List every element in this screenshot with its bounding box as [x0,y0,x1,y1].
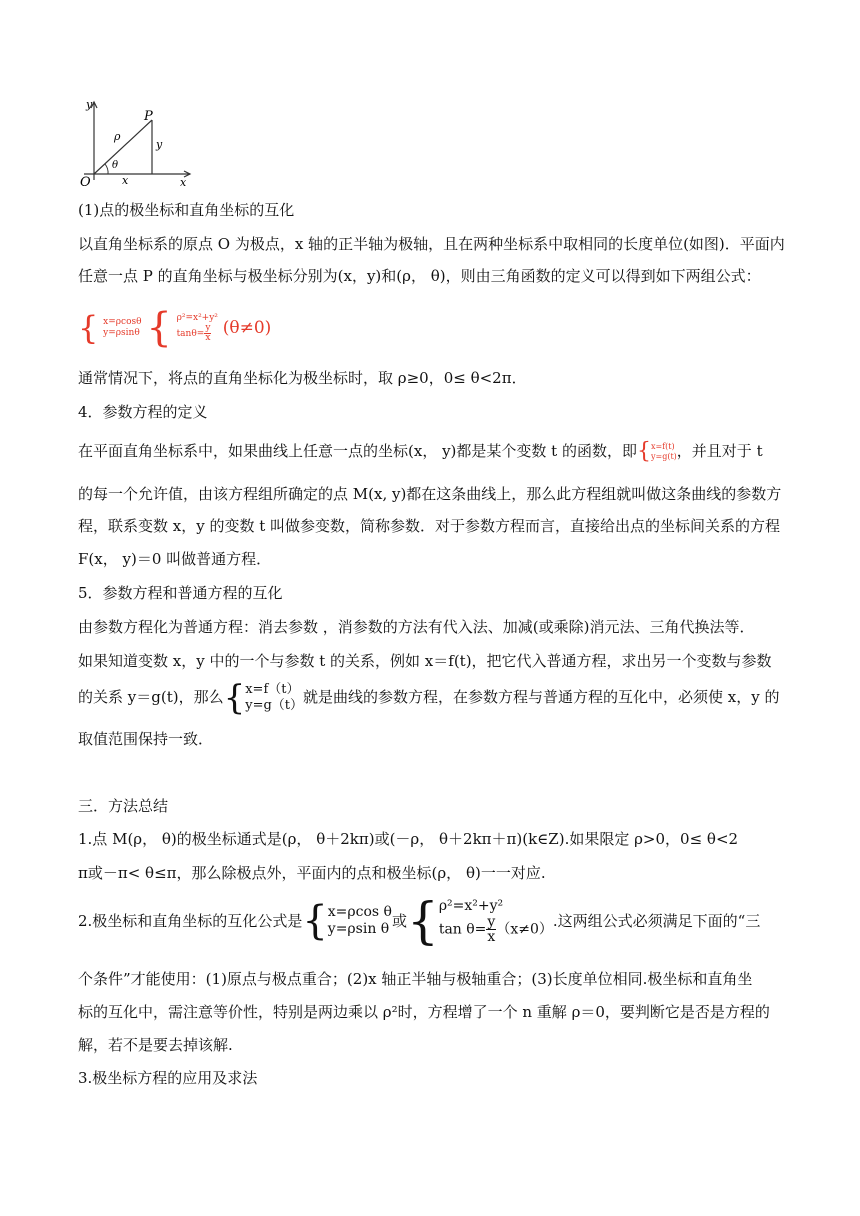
summary-item2c: 标的互化中，需注意等价性，特别是两边乘以 ρ²时，方程增了一个 n 重解 ρ＝0，要判断它是否是方程的 [78,1003,770,1021]
summary-cond: （x≠0） [496,921,553,938]
formula-tan-num: y [205,322,211,333]
conversion-formulas [78,305,272,354]
section4-p1b: ，并且对于 t [676,442,763,460]
label-y-axis: y [86,98,93,111]
summary-rho2: ρ²=x²+y² [438,898,504,915]
formula-group-2 [177,313,218,343]
label-seg-y: y [156,138,163,151]
section5-p3b: 就是曲线的参数方程，在参数方程与普通方程的互化中，必须使 x，y 的 [303,688,780,706]
section4-para3: 程，联系变数 x，y 的变数 t 叫做参变数，简称参数．对于参数方程而言，直接给出点的坐标间关系的方程 [78,517,781,535]
summary-tan: tan θ= [438,921,487,938]
summary-heading: 三．方法总结 [78,797,169,815]
summary-tan-num: y [487,913,496,930]
summary-formula-2 [439,898,553,944]
summary-item1b: π或－π< θ≤π，那么除极点外，平面内的点和极坐标(ρ， θ)一一对应. [78,864,546,882]
summary-i2-pre: 2.极坐标和直角坐标的互化公式是 [78,912,303,930]
formula-group-1 [103,317,141,339]
summary-tan-den: x [487,928,496,945]
formula-y: y=ρsinθ [103,328,140,338]
left-brace: { [146,305,172,351]
left-brace: { [407,892,439,950]
param-fx-2: x=f（t） [245,682,300,698]
label-rho: ρ [114,130,121,143]
section4-p1a: 在平面直角坐标系中，如果曲线上任意一点的坐标(x， y)都是某个变数 t 的函数，即 [78,442,637,460]
summary-item2d: 解，若不是要去掉该解. [78,1036,233,1054]
summary-formula-1 [328,904,392,938]
formula-tan [177,324,218,343]
section5-para3 [78,678,780,721]
formula-tan-fraction [204,324,211,343]
section5-para4: 取值范围保持一致． [78,730,214,748]
label-p: P [144,109,153,124]
section4-para1 [78,441,763,463]
summary-item2 [78,892,761,956]
section-point-heading: (1)点的极坐标和直角坐标的互化 [78,201,295,219]
left-brace: { [78,309,99,347]
section-point-para3: 通常情况下，将点的直角坐标化为极坐标时，取 ρ≥0，0≤ θ<2π． [78,369,527,387]
section5-heading: 5．参数方程和普通方程的互化 [78,584,283,602]
label-x-axis: x [180,176,187,188]
section-point-para2: 任意一点 P 的直角坐标与极坐标分别为(x，y)和(ρ， θ)，则由三角函数的定义可以得到如下两组公式： [78,267,761,285]
left-brace: { [302,898,328,944]
rho-segment [94,120,152,174]
summary-tan-line [439,915,553,944]
formula-rho2: ρ²=x²+y² [176,313,218,324]
formula-x: x=ρcosθ [103,317,142,328]
section5-p3a: 的关系 y＝g(t)，那么 [78,688,224,706]
summary-item2b: 个条件”才能使用：(1)原点与极点重合；(2)x 轴正半轴与极轴重合；(3)长度单位相同.极坐标和直角坐 [78,970,753,988]
param-formula-2 [245,682,303,713]
summary-item1a: 1.点 M(ρ， θ)的极坐标通式是(ρ， θ＋2kπ)或(－ρ， θ＋2kπ＋π)(k∈Z).如果限定 ρ>0，0≤ θ<2 [78,830,739,848]
param-gy-2: y=g（t） [245,698,304,713]
left-brace: { [636,439,651,464]
formula-tan-den: x [205,332,211,343]
summary-or: 或 [391,912,407,930]
formula-condition: (θ≠0) [222,318,272,338]
summary-tan-fraction [486,915,496,944]
param-formula [651,442,677,461]
label-o: O [80,175,91,188]
section4-para2: 的每一个允许值，由该方程组所确定的点 M(x, y)都在这条曲线上，那么此方程组就叫做这条曲线的参数方 [78,485,782,503]
section-point-para1: 以直角坐标系的原点 O 为极点，x 轴的正半轴为极轴，且在两种坐标系中取相同的长度单位(如图)．平面内 [78,235,785,253]
formula-tan-label: tanθ= [176,328,205,339]
summary-fx: x=ρcos θ [327,904,392,921]
label-theta: θ [112,160,119,171]
summary-fy: y=ρsin θ [327,921,390,937]
section5-para1: 由参数方程化为普通方程：消去参数 ，消参数的方法有代入法、加减(或乘除)消元法、三角代换法等． [78,618,755,636]
section4-heading: 4．参数方程的定义 [78,403,208,421]
summary-i2-post: .这两组公式必须满足下面的“三 [552,912,761,930]
section5-para2: 如果知道变数 x，y 中的一个与参数 t 的关系，例如 x＝f(t)，把它代入普通方程，求出另一个变数与参数 [78,652,772,670]
param-gy: y=g(t) [650,452,677,461]
left-brace: { [223,678,246,718]
summary-item3: 3.极坐标方程的应用及求法 [78,1069,258,1087]
polar-coordinate-figure [78,96,196,188]
theta-arc [105,164,108,174]
label-seg-x: x [122,174,129,187]
section4-para4: F(x， y)＝0 叫做普通方程． [78,550,272,568]
param-fx: x=f(t) [650,442,675,452]
